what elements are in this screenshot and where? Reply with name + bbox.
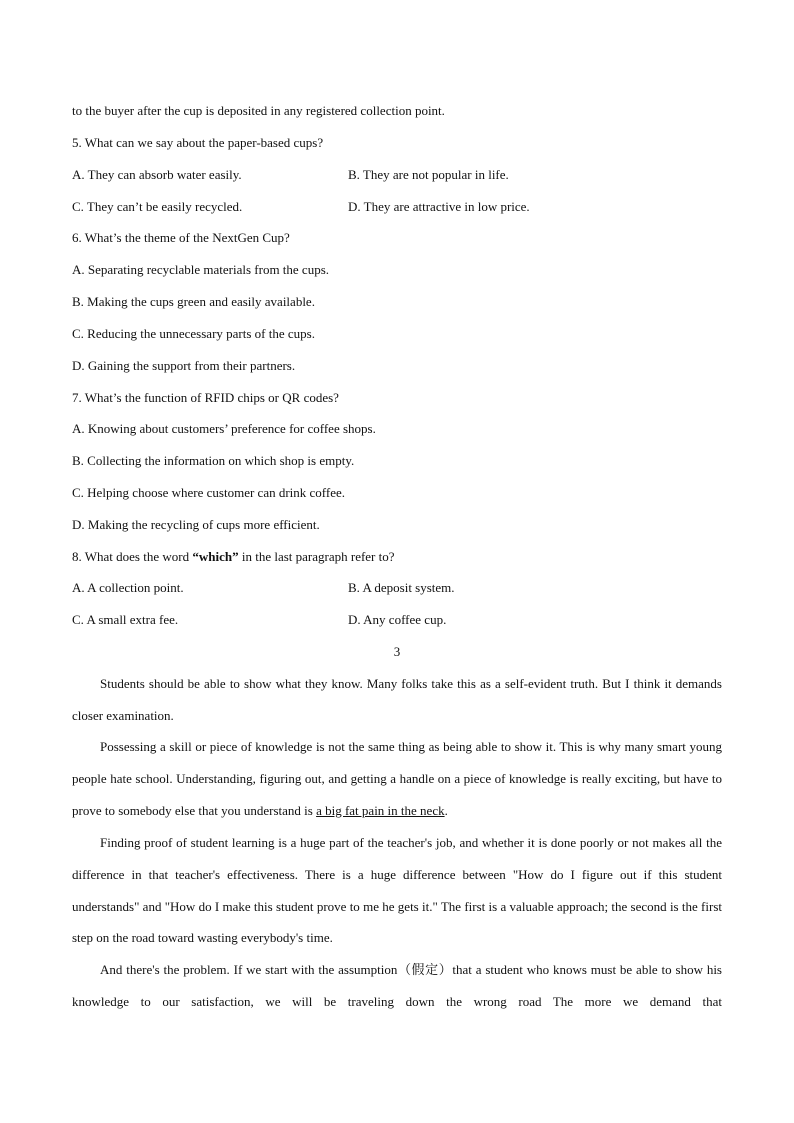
question-8 (72, 549, 395, 565)
question-6-option-d: D. Gaining the support from their partners. (72, 358, 296, 373)
question-5-option-a: A. They can absorb water easily. (72, 167, 242, 182)
underlined-phrase: a big fat pain in the neck (316, 802, 445, 818)
question-5-option-b: B. They are not popular in life. (348, 167, 509, 182)
question-7-option-a: A. Knowing about customers’ preference for coffee shops. (72, 421, 376, 436)
question-6-option-b: B. Making the cups green and easily available. (72, 294, 315, 309)
question-5-option-d: D. They are attractive in low price. (348, 199, 530, 214)
question-8-option-d: D. Any coffee cup. (348, 612, 447, 627)
passage-continuation: to the buyer after the cup is deposited in any registered collection point. (72, 103, 445, 118)
paragraph-2-end: . (444, 802, 448, 818)
question-8-prefix: 8. What does the word (72, 549, 193, 564)
question-5-option-c: C. They can’t be easily recycled. (72, 199, 243, 214)
passage-paragraph-4: And there's the problem. If we start with the assumption（假定）that a student who knows must be able to show his knowledge to our satisfaction, we will be traveling down the wrong road The more we demand that (72, 962, 722, 1009)
question-8-option-b: B. A deposit system. (348, 580, 455, 595)
paragraph-2-text: Possessing a skill or piece of knowledge is not the same thing as being able to show it. This is why many smart young people hate school. Understanding, figuring out, and getting a handle on a piece of knowledge is really exciting, but have to prove to somebody else that you understand is (72, 739, 722, 818)
section-number: 3 (393, 644, 401, 659)
question-7-option-b: B. Collecting the information on which shop is empty. (72, 453, 355, 468)
question-8-suffix: in the last paragraph refer to? (238, 549, 395, 564)
question-8-option-a: A. A collection point. (72, 580, 184, 595)
question-6: 6. What’s the theme of the NextGen Cup? (72, 230, 290, 245)
question-5: 5. What can we say about the paper-based cups? (72, 135, 324, 150)
passage-paragraph-2 (72, 731, 722, 826)
question-8-keyword: “which” (192, 549, 239, 564)
question-6-option-c: C. Reducing the unnecessary parts of the cups. (72, 326, 315, 341)
passage-paragraph-3: Finding proof of student learning is a huge part of the teacher's job, and whether it is done poorly or not makes all the difference in that teacher's effectiveness. There is a huge difference between "How do I figure out if this student understands" and "How do I make this student prove to me he gets it." The first is a valuable approach; the second is the first step on the road toward wasting everybody's time. (72, 835, 722, 946)
question-7-option-c: C. Helping choose where customer can drink coffee. (72, 485, 346, 500)
question-7: 7. What’s the function of RFID chips or QR codes? (72, 390, 339, 405)
question-8-option-c: C. A small extra fee. (72, 612, 179, 627)
question-7-option-d: D. Making the recycling of cups more efficient. (72, 517, 320, 532)
question-6-option-a: A. Separating recyclable materials from the cups. (72, 262, 330, 277)
passage-paragraph-1: Students should be able to show what they know. Many folks take this as a self-evident truth. But I think it demands closer examination. (72, 676, 722, 723)
